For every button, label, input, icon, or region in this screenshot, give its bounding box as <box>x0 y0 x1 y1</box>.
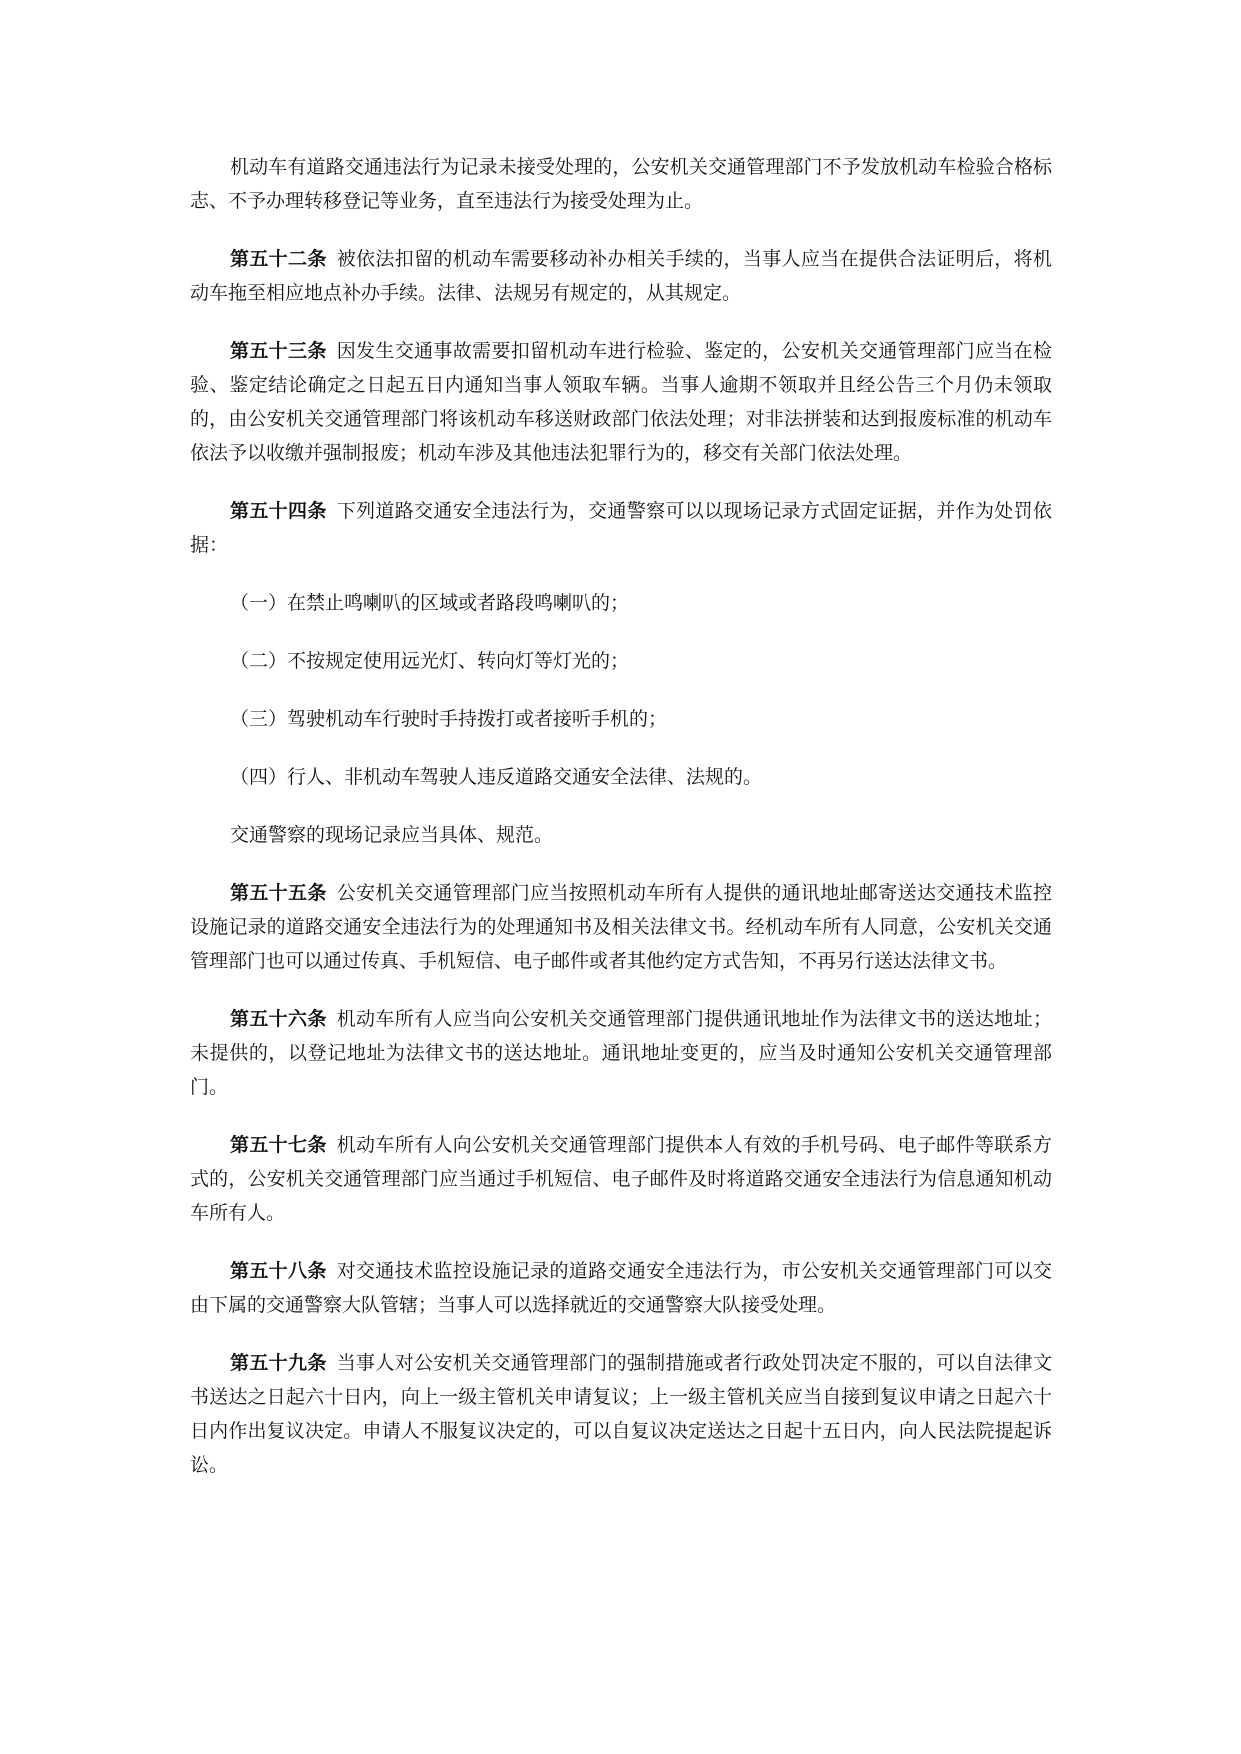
paragraph-note <box>190 818 1052 852</box>
list-item <box>190 586 1052 620</box>
article-59 <box>190 1346 1052 1482</box>
article-57 <box>190 1128 1052 1230</box>
paragraph-text: 机动车有道路交通违法行为记录未接受处理的，公安机关交通管理部门不予发放机动车检验合格标志、不予办理转移登记等业务，直至违法行为接受处理为止。 <box>190 156 1052 212</box>
article-heading: 第五十七条 <box>230 1134 327 1156</box>
list-item <box>190 702 1052 736</box>
article-text: 因发生交通事故需要扣留机动车进行检验、鉴定的，公安机关交通管理部门应当在检验、鉴定结论确定之日起五日内通知当事人领取车辆。当事人逾期不领取并且经公告三个月仍未领取的，由公安机关交通管理部门将该机动车移送财政部门依法处理；对非法拼装和达到报废标准的机动车依法予以收缴并强制报废；机动车涉及其他违法犯罪行为的，移交有关部门依法处理。 <box>190 340 1052 464</box>
list-item-text: （四）行人、非机动车驾驶人违反道路交通安全法律、法规的。 <box>230 766 763 788</box>
article-text: 机动车所有人向公安机关交通管理部门提供本人有效的手机号码、电子邮件等联系方式的，公安机关交通管理部门应当通过手机短信、电子邮件及时将道路交通安全违法行为信息通知机动车所有人。 <box>190 1134 1052 1224</box>
article-58 <box>190 1254 1052 1322</box>
article-52 <box>190 242 1052 310</box>
article-text: 公安机关交通管理部门应当按照机动车所有人提供的通讯地址邮寄送达交通技术监控设施记录的道路交通安全违法行为的处理通知书及相关法律文书。经机动车所有人同意，公安机关交通管理部门也可以通过传真、手机短信、电子邮件或者其他约定方式告知，不再另行送达法律文书。 <box>190 882 1052 972</box>
list-item-text: （一）在禁止鸣喇叭的区域或者路段鸣喇叭的； <box>230 592 630 614</box>
article-heading: 第五十二条 <box>230 248 327 270</box>
list-item <box>190 760 1052 794</box>
document-body <box>190 150 1052 1506</box>
article-text: 下列道路交通安全违法行为，交通警察可以以现场记录方式固定证据，并作为处罚依据： <box>190 500 1052 556</box>
article-heading: 第五十五条 <box>230 882 327 904</box>
paragraph-text: 交通警察的现场记录应当具体、规范。 <box>230 824 554 846</box>
article-heading: 第五十四条 <box>230 500 327 522</box>
article-text: 对交通技术监控设施记录的道路交通安全违法行为，市公安机关交通管理部门可以交由下属的交通警察大队管辖；当事人可以选择就近的交通警察大队接受处理。 <box>190 1260 1052 1316</box>
article-54 <box>190 494 1052 562</box>
article-heading: 第五十三条 <box>230 340 327 362</box>
list-item-text: （三）驾驶机动车行驶时手持拨打或者接听手机的； <box>230 708 668 730</box>
article-text: 当事人对公安机关交通管理部门的强制措施或者行政处罚决定不服的，可以自法律文书送达之日起六十日内，向上一级主管机关申请复议；上一级主管机关应当自接到复议申请之日起六十日内作出复议决定。申请人不服复议决定的，可以自复议决定送达之日起十五日内，向人民法院提起诉讼。 <box>190 1352 1052 1476</box>
article-heading: 第五十八条 <box>230 1260 327 1282</box>
article-55 <box>190 876 1052 978</box>
article-56 <box>190 1002 1052 1104</box>
list-item-text: （二）不按规定使用远光灯、转向灯等灯光的； <box>230 650 630 672</box>
article-text: 机动车所有人应当向公安机关交通管理部门提供通讯地址作为法律文书的送达地址；未提供的，以登记地址为法律文书的送达地址。通讯地址变更的，应当及时通知公安机关交通管理部门。 <box>190 1008 1052 1098</box>
article-heading: 第五十九条 <box>230 1352 327 1374</box>
paragraph-intro <box>190 150 1052 218</box>
article-53 <box>190 334 1052 470</box>
article-heading: 第五十六条 <box>230 1008 327 1030</box>
article-text: 被依法扣留的机动车需要移动补办相关手续的，当事人应当在提供合法证明后，将机动车拖至相应地点补办手续。法律、法规另有规定的，从其规定。 <box>190 248 1052 304</box>
list-item <box>190 644 1052 678</box>
